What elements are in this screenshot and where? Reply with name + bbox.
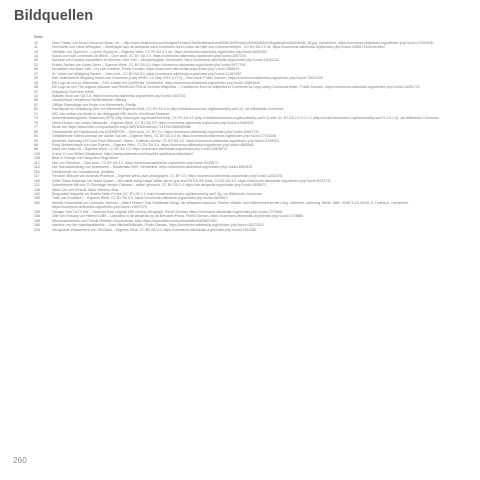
credit-page-number: 14 <box>34 53 38 58</box>
page-title: Bildquellen <box>14 8 94 24</box>
credit-text: Karl Gellenbrecht Wegweg Hasen von Kloeckner (Lab) HEHD, LC May 2018 (LYT3) – Own work, Public Domain, https://commons.wikimedia.org/w/index.php?curid=70812405 <box>52 76 323 81</box>
credit-text: Gestaltenlöte Kleinst Amtstat von Adrian Sprudh – Eigenes Werk, CC BY-SA 3.0 at, https://commons.wikimedia.org/w/index.php?curid=27201180 <box>52 134 277 139</box>
credit-text: Abraxas von Daniela Association of America, New York – Abrophotoglas, Gemeinfrei, https://commons.wikimedia.org/w/index.php?curid=10049231 <box>52 58 280 63</box>
credit-page-number: 21 <box>34 62 38 67</box>
credit-text: Schreibbrehe Mit ona 70 Schwinge Iterator Disbase – selber gemacht, CC BY-SA 2.0, https://de.wikipedia.org/w/index.php?curid=3535573 <box>52 183 267 188</box>
credit-page-number: 93 <box>34 138 38 143</box>
credit-text: Interieur von der Nabeltauffabrelle – User:Nikolas/Wikilabs, Public Domain, https://commons.wikimedia.org/w/index.php?curid=18273521 <box>52 223 264 228</box>
credit-page-number: 71 <box>34 111 38 116</box>
credit-page-number: 75 <box>34 120 38 125</box>
credit-text: HfG Ulm selbst und Arbeit in der Webgasse HfG-Archiv Ulm/Ulmer Museum <box>52 111 170 116</box>
credit-page-number: 37 <box>34 89 38 94</box>
credit-page-number: 73 <box>34 116 38 121</box>
credit-page-number: 112 <box>34 160 40 165</box>
credit-text: Vitrifikter von Spurtorm – Lohner Spurtorm – Eigenes Werk, CC BY-SA 3.0 de, https://commons.wikimedia.org/w/index.php?curid=8069285 <box>52 49 267 54</box>
credit-text: Über Fresko von Mono-Cenacolo Muse, ca. – http://www.abatrorum.com/images/Pensky/10b0/kraftmachines/Nr50-50/Photos1/b008482/b20/8/gallery/lcut/b00/b008_08.jpg, Gemeinfrei, https://commons.wikimedia.org/w/index.php?curid=17000638 <box>52 40 433 45</box>
credit-text: Feinmörtel von Hans Weingartz – Übertragen aus de.wikipedia nach Commons durch mass mit Hilfe von CommonsHelper., CC BY-SA 2.0 de, https://commons.wikimedia.org/w/index.php?curid=10561714Gemeinfrei <box>52 45 385 50</box>
credit-text: Heusplante Wasserdeck von TenGelos – Eigenes Werk, CC BY-SA 3.0, https://commons.wikimedia.org/w/index.php?curid=1542280 <box>52 227 257 232</box>
credit-page-number: 98 <box>34 147 38 152</box>
credit-text: Ulm von Pandrian – Own work, CC BY-SA 3.0, https://commons.wikimedia.org/w/index.php?curid=9035572 <box>52 160 218 165</box>
credit-text: Ulm Bürowaldhalung von Unbekannt – Studienbau IWH, Gemeinfrei, https://commons.wikimedia.org/w/index.php?curid=4682825 <box>52 165 253 170</box>
credit-page-number: 14 <box>34 94 38 99</box>
credit-text: Schmetterlinksegment, Datakrost (GFR) (http://www.gek.org/resistA/fut.html), CC BY-SA 3.0 (http://creativecommons.org/licenses/by-sa/3.0) oder CC BY-SA 2.5-2.0-1.0 (http://creativecommons.org/licenses/by-sa/2.5-2.0-1.0), via Wikimedia Commons <box>52 116 439 121</box>
credit-text: Gebärbanne von Imoadamous, pixelbay <box>52 169 115 174</box>
credit-page-number: 106 <box>34 156 40 161</box>
credit-text: Prasta Zachen von Adam Zmez – Eigenes Werk, CC BY-SA 3.0, https://commons.wikimedia.org/w/index.php?curid=5077706 <box>52 62 246 67</box>
credit-text: Glockenhaus Heidelbrick Heidenheimer Stiftung <box>52 98 127 103</box>
credit-text: Crane 21 von Willem Stahlbauer, https://www.pinterest.com/lehn/fritz-stahlbauer/ekeskibe/? <box>52 151 194 156</box>
credit-page-number: 96 <box>34 143 38 148</box>
credit-text: Wassily Stuhl von SA 3.0, https://commons.wikimedia.org/w/index.php?curid=1547161 <box>52 94 186 99</box>
credit-page-number: 116 <box>34 169 40 174</box>
credit-text: DB Logo ist von The original uploader was RANKAUS7EB at German Wikipedia. – Transferred from de.wikipedia to Commons by Lepp using CommonsHelper., Public Domain, https://commons.wikimedia.org/w/index.php?curid=14391722 <box>52 85 420 90</box>
credit-text: Zitte Der Rosung von Heinrich Zille – Uploaded to de.wikipedia by de:Benutzer:Prima, Public Domain, https://commons.wikimedia.org/w/index.php?curid=7478866 <box>52 214 304 219</box>
credit-page-number: 55 <box>34 98 38 103</box>
credit-page-number: 27 <box>34 71 38 76</box>
credit-text: Konus von Ivan Luxemont De Witch – Own work, CC BY-SA 3.0, https://commons.wikimedia.org/w/index.php?curid=1857184 <box>52 53 246 58</box>
credit-text: Ringmatter Kapselle vor Austrie Netto Portue (CC BY-SA 2.0 (http://creativecommons.org/licenses/by-sa/2.0)), via Wikimedia Commons <box>52 192 262 196</box>
credit-page-number: 77 <box>34 125 38 130</box>
credit-page-number: 121 <box>34 183 40 188</box>
credit-text: Trabi von Rodolfo47 – Eigenes Werk, CC BY-SA 3.0, https://commons.wikimedia.org/w/index.php?curid=3600822 <box>52 196 228 201</box>
credit-text: Kettle Glass-Kataloge von Marie Space – self-made using Image Writer pencil grip and ERTHLIFE bilds, CC BY-SA 3.0, https://commons.wikimedia.org/w/index.php?curid=8247231 <box>52 178 332 183</box>
credit-text: Moosstein von Mark Saft – my own creation, Public Domain, https://commons.wikimedia.org/w/index.php?curid=7868419 <box>52 67 240 72</box>
credit-text: Tamaku Hari Töl Dl Sitz – Scanned from original 19th century lithograph, Public Domain, https://commons.wikimedia.org/w/index.php?curid=7270866 <box>52 209 283 214</box>
credit-text: Amalimer Sammag 1973 von Erich Stemmel / Alona – Kallenbo Archiv, CC BY-SA 3.0, https://commons.wikimedia.org/w/index.php?curid=3709924 <box>52 138 279 143</box>
credit-text: Giftlige Sammlinge von Ender von Rebenstein, Friedly <box>52 102 137 107</box>
credit-page-number: 118 <box>34 178 40 183</box>
credit-page-number: 154 <box>34 214 40 219</box>
credit-text: Flexobel Stiwurel von Andreas Praefcke – Eigenes Werk (own photograph), CC BY 3.0, https://commons.wikimedia.org/w/index.php?curid=11032291 <box>52 174 283 179</box>
credit-text: Gesamtstelle der Handmodul von #GEMEFOR – Own work, CC BY 3.0, https://commons.wikimedia.org/w/index.php?curid=30667231 <box>52 129 260 134</box>
credit-page-number: 26 <box>34 67 38 72</box>
credit-text: Bear in Orange von Hang eine Regenbörle <box>52 156 119 161</box>
credit-text: Flachsplatt für Gestaltung Ulm von Wentorfer Eigenes Werk, CC BY-SA 3.0 (http://creativecommons.org/licenses/by-sa/3.0), via Wikimedia Commons <box>52 107 284 112</box>
credit-text: Pong Spielekonsole von Ivan Rotrum – Eigenes Werk, CC BY-SA 3.0, https://commons.wikimedia.org/w/index.php?curid=4853684 <box>52 143 254 148</box>
credit-text: DB Logo ist von co.Wikimedia – SVG erstellt mit CorelDraw, Gemeinfrei, https://commons.wikimedia.org/w/index.php?curid=10892846 <box>52 80 260 85</box>
credit-text: Nikolauseintersee von Pamuk Mittelten Graziocenas, flickr https://www.flickr.com/photos/falsn/34/6602/961 <box>52 218 217 223</box>
credit-text: Hollywood Schreiber Keller <box>52 89 95 94</box>
credit-page-number: 150 <box>34 196 40 201</box>
credit-page-number: 156 <box>34 218 40 223</box>
credit-page-number: 62 <box>34 107 38 112</box>
column-header: Seite <box>34 35 43 39</box>
credit-page-number: 142 <box>34 192 40 196</box>
credit-page-number: 11 <box>34 45 38 50</box>
credit-row <box>34 201 466 210</box>
credit-page-number: 57 <box>34 102 38 107</box>
image-credits-list <box>34 35 466 232</box>
credit-page-number: 36 <box>34 85 38 90</box>
page-number: 260 <box>13 456 27 465</box>
credit-page-number: 20 <box>34 58 38 63</box>
credit-page-number: 152 <box>34 200 40 205</box>
credit-text: Nano Ulm von Rescat, Nano Wiedow, flickr <box>52 187 119 192</box>
credit-page-number: 33 <box>34 76 38 81</box>
credit-page-number: 113 <box>34 165 40 170</box>
credit-page-number: 160 <box>34 223 40 228</box>
credit-row <box>34 228 466 232</box>
credit-rows <box>34 41 466 232</box>
credit-page-number: 117 <box>34 174 40 179</box>
credit-page-number: 13 <box>34 49 38 54</box>
credit-text: Weisse Herrenblatt von Leonardo Wiesner – Albert Tesmer: Das Schiffbalen Bergt, die Wasserbe-bauland, Kemen: Walder und Kellereicheft an der Lüng, Bielefeld, Lieferung, Berlin 1880, KDIN 3.2/2-00161.8, Thalheim, Gemeinfrei, https://commons.wikimedia.org/w/index.php?curid=11897375 <box>52 200 410 210</box>
credit-page-number: 216 <box>34 227 40 232</box>
credit-text: St. Urban von Wolfgang Sauber – Own work, CC BY-SA 3.0, https://commons.wikimedia.org/w/index.php?curid=11287492 <box>52 71 242 76</box>
credit-page-number: 103 <box>34 151 40 156</box>
credit-page-number: 91 <box>34 134 38 139</box>
credit-text: Ulmer Hocker von Ursatz Wikipedia – Eigenes Werk, CC BY-SA 3.0, https://commons.wikimedia.org/w/index.php?curid=10460193 <box>52 120 254 125</box>
credit-page-number: 126 <box>34 187 40 192</box>
credit-text: Altair von Swtpc15 – Eigenes Werk, CC BY-SA 3.0, https://commons.wikimedia.org/w/index.php?curid=30405974 <box>52 147 228 152</box>
credit-page-number: 34 <box>34 80 38 85</box>
credit-text: Mode von https://www.flickr.com/photos/jeff-eng/13697606/in/album-72157611668489486 <box>52 125 191 130</box>
credit-page-number: 153 <box>34 209 40 214</box>
credit-page-number: 12 <box>34 40 38 45</box>
credit-page-number: 83 <box>34 129 38 134</box>
